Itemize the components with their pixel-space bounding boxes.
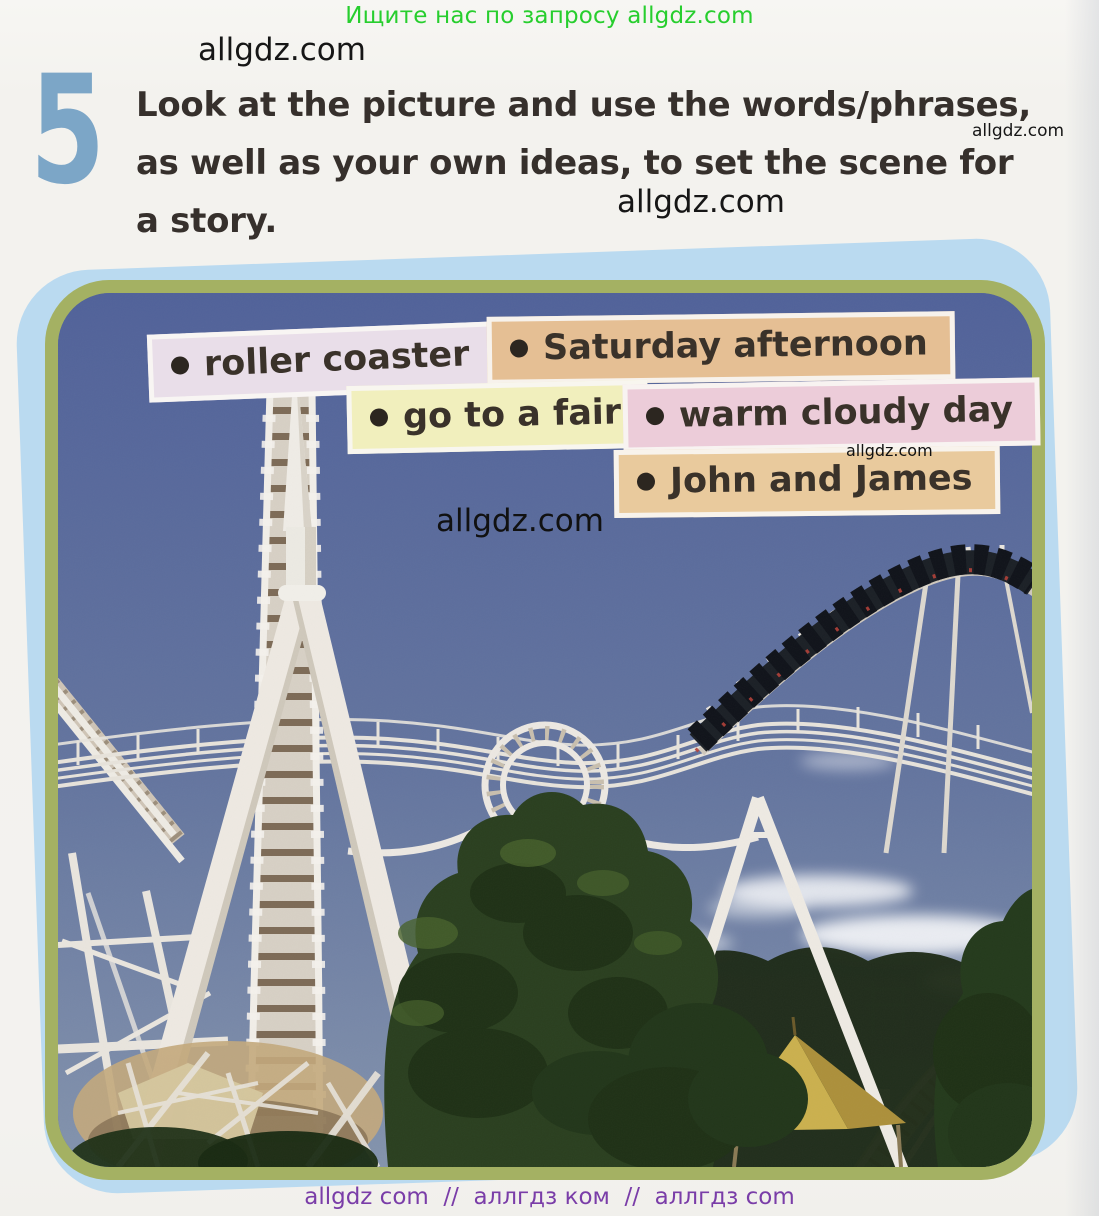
phrase-label: John and James	[669, 458, 973, 502]
bullet-icon	[370, 408, 388, 426]
task-number: 5	[30, 44, 106, 218]
phrase-john-and-james	[614, 446, 1000, 518]
task-line-3: a story.	[136, 201, 277, 241]
bullet-icon	[637, 473, 655, 491]
phrase-label: warm cloudy day	[678, 389, 1014, 436]
task-line-1: Look at the picture and use the words/phrases,	[136, 85, 1031, 125]
watermark-top-left: allgdz.com	[198, 32, 366, 68]
bullet-icon	[510, 339, 528, 357]
task-instructions	[136, 76, 1036, 250]
phrase-label: go to a fair	[402, 392, 622, 437]
phrase-go-to-a-fair	[346, 380, 649, 454]
bullet-icon	[646, 407, 664, 425]
watermark-photo-small: allgdz.com	[846, 441, 933, 460]
phrase-label: roller coaster	[203, 334, 471, 385]
watermark-right: allgdz.com	[972, 121, 1065, 141]
footer-watermark: allgdz com // аллгдз ком // аллгдз com	[304, 1184, 795, 1210]
bullet-icon	[171, 356, 190, 375]
promo-banner: Ищите нас по запросу allgdz.com	[345, 3, 754, 29]
phrase-saturday-afternoon	[487, 311, 956, 385]
phrase-label: Saturday afternoon	[542, 323, 929, 369]
task-line-2: as well as your own ideas, to set the scene for	[136, 143, 1014, 183]
watermark-photo-large: allgdz.com	[436, 503, 604, 539]
watermark-center: allgdz.com	[617, 184, 785, 220]
phrase-warm-cloudy-day	[622, 377, 1040, 452]
